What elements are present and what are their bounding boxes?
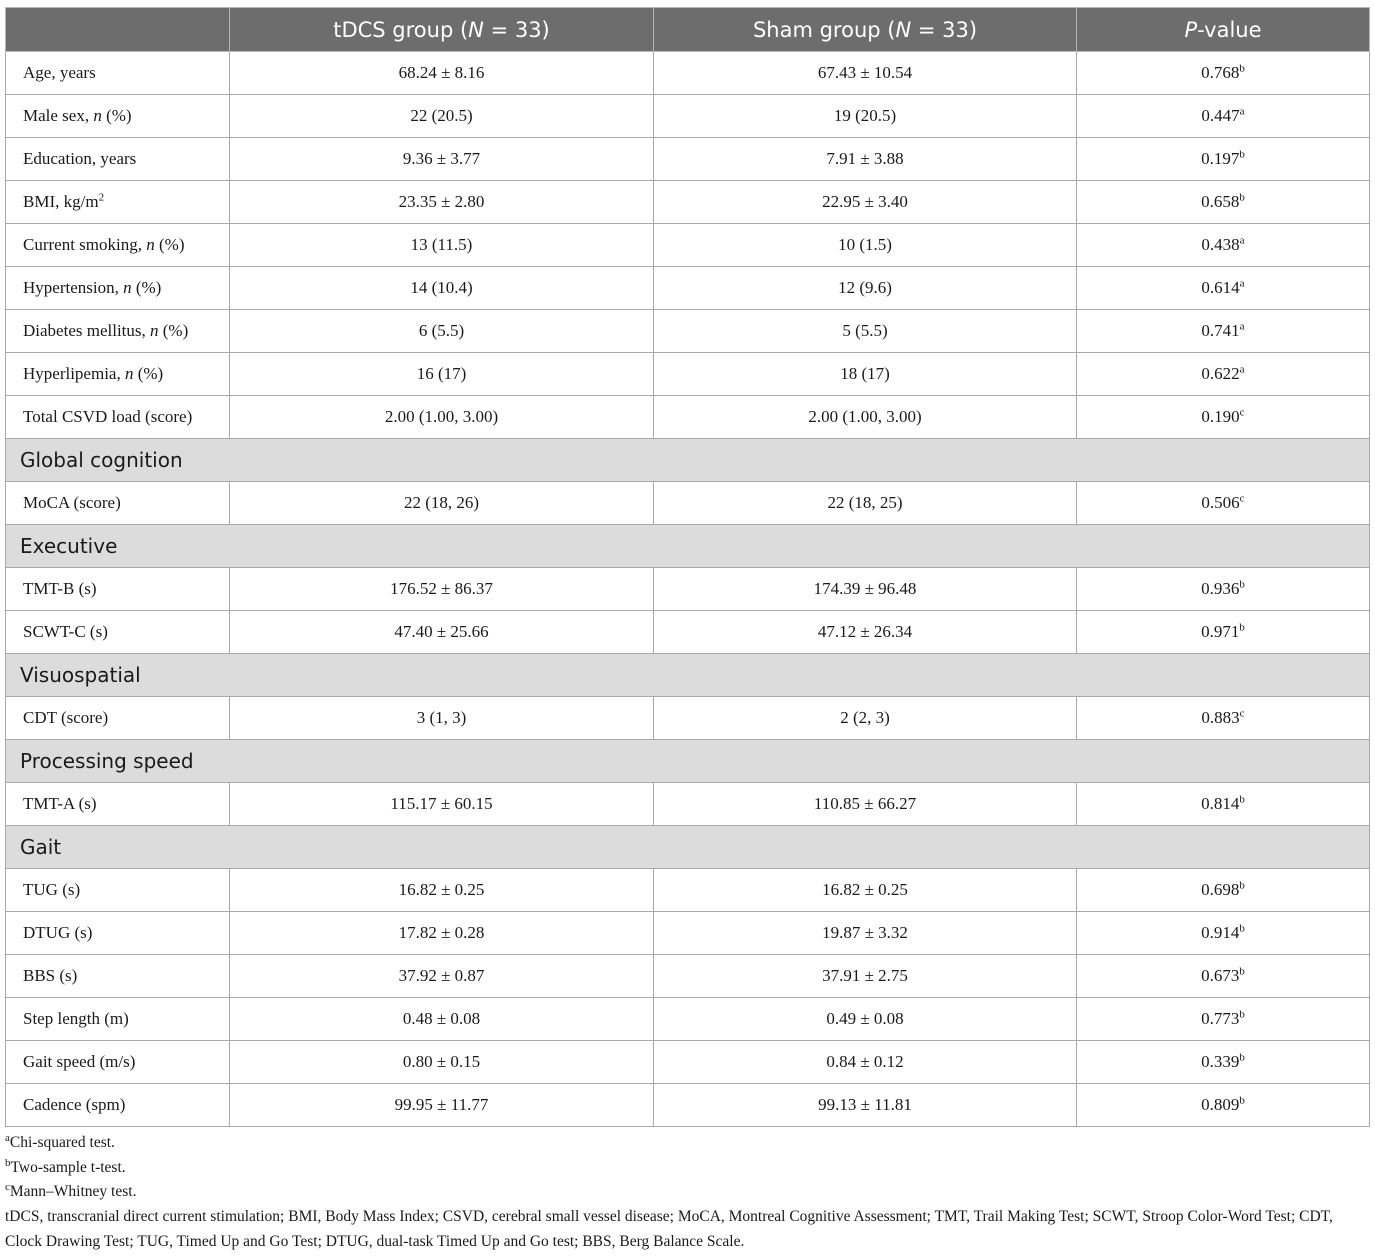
header-tdcs-suffix: = 33) — [483, 17, 550, 42]
section-title: Processing speed — [6, 740, 1370, 783]
cell-tdcs: 17.82 ± 0.28 — [230, 912, 654, 955]
cell-p-value — [1077, 697, 1370, 740]
p-value-text: 0.622 — [1201, 364, 1240, 383]
cell-tdcs: 99.95 ± 11.77 — [230, 1084, 654, 1127]
p-value-footnote-mark: b — [1239, 148, 1245, 161]
row-label-superscript: 2 — [98, 191, 105, 204]
row-label-suffix: (%) — [158, 321, 189, 340]
cell-p-value — [1077, 224, 1370, 267]
cell-p-value — [1077, 396, 1370, 439]
cell-tdcs: 6 (5.5) — [230, 310, 654, 353]
p-value-footnote-mark: b — [1239, 1008, 1245, 1021]
cell-p-value — [1077, 912, 1370, 955]
section-header-row — [6, 525, 1370, 568]
p-value-text: 0.768 — [1201, 63, 1240, 82]
p-value-footnote-mark: a — [1239, 363, 1245, 376]
cell-tdcs: 22 (18, 26) — [230, 482, 654, 525]
p-value-footnote-mark: b — [1239, 621, 1245, 634]
p-value-footnote-mark: b — [1239, 922, 1245, 935]
p-value-footnote-mark: a — [1239, 234, 1245, 247]
header-p-value — [1077, 8, 1370, 52]
cell-tdcs: 68.24 ± 8.16 — [230, 52, 654, 95]
cell-sham: 16.82 ± 0.25 — [654, 869, 1077, 912]
cell-tdcs: 176.52 ± 86.37 — [230, 568, 654, 611]
cell-p-value — [1077, 52, 1370, 95]
row-label: Cadence (spm) — [6, 1084, 230, 1127]
p-value-text: 0.883 — [1201, 708, 1240, 727]
p-value-footnote-mark: c — [1239, 492, 1245, 505]
row-label-text: BMI, kg/m — [23, 192, 99, 211]
cell-tdcs: 37.92 ± 0.87 — [230, 955, 654, 998]
section-title: Gait — [6, 826, 1370, 869]
p-value-footnote-mark: b — [1239, 1051, 1245, 1064]
footnote-c — [5, 1180, 1369, 1205]
row-label: TUG (s) — [6, 869, 230, 912]
row-label-suffix: (%) — [133, 364, 164, 383]
cell-p-value — [1077, 310, 1370, 353]
row-label: TMT-A (s) — [6, 783, 230, 826]
row-label-suffix: (%) — [101, 106, 132, 125]
p-value-text: 0.506 — [1201, 493, 1240, 512]
row-label-italic: n — [123, 278, 132, 297]
table-row — [6, 267, 1370, 310]
cell-sham: 99.13 ± 11.81 — [654, 1084, 1077, 1127]
p-value-footnote-mark: b — [1239, 191, 1245, 204]
table-row — [6, 869, 1370, 912]
p-value-text: 0.190 — [1201, 407, 1240, 426]
cell-tdcs: 47.40 ± 25.66 — [230, 611, 654, 654]
p-value-text: 0.914 — [1201, 923, 1240, 942]
row-label-text: Hyperlipemia, — [23, 364, 125, 383]
row-label — [6, 181, 230, 224]
cell-sham: 110.85 ± 66.27 — [654, 783, 1077, 826]
cell-sham: 19 (20.5) — [654, 95, 1077, 138]
cell-sham: 47.12 ± 26.34 — [654, 611, 1077, 654]
row-label: TMT-B (s) — [6, 568, 230, 611]
header-tdcs-n: N — [468, 17, 484, 42]
table-row — [6, 482, 1370, 525]
p-value-text: 0.809 — [1201, 1095, 1240, 1114]
table-row — [6, 998, 1370, 1041]
p-value-text: 0.339 — [1201, 1052, 1240, 1071]
cell-sham: 22.95 ± 3.40 — [654, 181, 1077, 224]
cell-p-value — [1077, 95, 1370, 138]
p-value-footnote-mark: b — [1239, 965, 1245, 978]
row-label: Step length (m) — [6, 998, 230, 1041]
row-label: Education, years — [6, 138, 230, 181]
baseline-characteristics-table — [5, 7, 1370, 1127]
row-label: BBS (s) — [6, 955, 230, 998]
cell-tdcs: 14 (10.4) — [230, 267, 654, 310]
cell-p-value — [1077, 1041, 1370, 1084]
cell-sham: 19.87 ± 3.32 — [654, 912, 1077, 955]
section-title: Global cognition — [6, 439, 1370, 482]
table-row — [6, 52, 1370, 95]
p-value-footnote-mark: b — [1239, 62, 1245, 75]
row-label-italic: n — [146, 235, 155, 254]
cell-p-value — [1077, 955, 1370, 998]
p-value-footnote-mark: a — [1239, 277, 1245, 290]
cell-sham: 7.91 ± 3.88 — [654, 138, 1077, 181]
section-header-row — [6, 439, 1370, 482]
table-row — [6, 912, 1370, 955]
cell-tdcs: 2.00 (1.00, 3.00) — [230, 396, 654, 439]
p-value-footnote-mark: b — [1239, 578, 1245, 591]
row-label: Age, years — [6, 52, 230, 95]
p-value-text: 0.447 — [1201, 106, 1240, 125]
row-label-suffix: (%) — [131, 278, 162, 297]
p-value-text: 0.614 — [1201, 278, 1240, 297]
cell-sham: 10 (1.5) — [654, 224, 1077, 267]
table-row — [6, 181, 1370, 224]
cell-p-value — [1077, 482, 1370, 525]
p-value-footnote-mark: b — [1239, 793, 1245, 806]
row-label-suffix: (%) — [154, 235, 185, 254]
footnote-mark: a — [5, 1131, 10, 1144]
header-tdcs-group — [230, 8, 654, 52]
header-tdcs-prefix: tDCS group ( — [333, 17, 469, 42]
row-label-text: Current smoking, — [23, 235, 147, 254]
p-value-text: 0.658 — [1201, 192, 1240, 211]
p-value-footnote-mark: b — [1239, 879, 1245, 892]
table-row — [6, 310, 1370, 353]
cell-tdcs: 9.36 ± 3.77 — [230, 138, 654, 181]
table-header-row — [6, 8, 1370, 52]
cell-tdcs: 22 (20.5) — [230, 95, 654, 138]
cell-tdcs: 0.48 ± 0.08 — [230, 998, 654, 1041]
cell-tdcs: 16 (17) — [230, 353, 654, 396]
footnote-mark: c — [5, 1181, 10, 1194]
row-label: CDT (score) — [6, 697, 230, 740]
table-body — [6, 52, 1370, 1127]
cell-sham: 0.84 ± 0.12 — [654, 1041, 1077, 1084]
cell-sham: 174.39 ± 96.48 — [654, 568, 1077, 611]
p-value-text: 0.197 — [1201, 149, 1240, 168]
row-label-italic: n — [93, 106, 102, 125]
footnote-mark: b — [5, 1156, 11, 1169]
cell-sham: 18 (17) — [654, 353, 1077, 396]
footnote-b — [5, 1156, 1369, 1181]
p-value-text: 0.673 — [1201, 966, 1240, 985]
table-row — [6, 396, 1370, 439]
cell-p-value — [1077, 1084, 1370, 1127]
p-value-text: 0.698 — [1201, 880, 1240, 899]
p-value-footnote-mark: a — [1239, 105, 1245, 118]
header-p-italic: P — [1184, 17, 1198, 42]
cell-tdcs: 16.82 ± 0.25 — [230, 869, 654, 912]
cell-sham: 37.91 ± 2.75 — [654, 955, 1077, 998]
table-row — [6, 224, 1370, 267]
table-row — [6, 568, 1370, 611]
cell-tdcs: 3 (1, 3) — [230, 697, 654, 740]
header-variable — [6, 8, 230, 52]
section-title: Executive — [6, 525, 1370, 568]
footnote-text: Mann–Whitney test. — [9, 1183, 137, 1201]
p-value-text: 0.936 — [1201, 579, 1240, 598]
footnote-text: Chi-squared test. — [9, 1134, 115, 1151]
row-label — [6, 267, 230, 310]
header-sham-suffix: = 33) — [911, 17, 978, 42]
p-value-footnote-mark: a — [1239, 320, 1245, 333]
cell-p-value — [1077, 783, 1370, 826]
cell-p-value — [1077, 138, 1370, 181]
row-label: DTUG (s) — [6, 912, 230, 955]
p-value-text: 0.814 — [1201, 794, 1240, 813]
table-row — [6, 1084, 1370, 1127]
abbreviations-note: tDCS, transcranial direct current stimulation; BMI, Body Mass Index; CSVD, cerebral small vessel disease; MoCA, Montreal Cognitive Assessment; TMT, Trail Making Test; SCWT, Stroop Color-Word Test; CDT, Clock Drawing Test; TUG, Timed Up and Go Test; DTUG, dual-task Timed Up and Go test; BBS, Berg Balance Scale. — [5, 1208, 1333, 1250]
p-value-footnote-mark: c — [1239, 406, 1245, 419]
table-row — [6, 1041, 1370, 1084]
row-label-italic: n — [124, 364, 134, 383]
header-sham-group — [654, 8, 1077, 52]
cell-p-value — [1077, 998, 1370, 1041]
cell-p-value — [1077, 869, 1370, 912]
row-label: Gait speed (m/s) — [6, 1041, 230, 1084]
footnote-a — [5, 1131, 1369, 1156]
cell-tdcs: 13 (11.5) — [230, 224, 654, 267]
p-value-footnote-mark: c — [1239, 707, 1245, 720]
section-header-row — [6, 740, 1370, 783]
p-value-text: 0.741 — [1201, 321, 1240, 340]
cell-tdcs: 23.35 ± 2.80 — [230, 181, 654, 224]
cell-tdcs: 115.17 ± 60.15 — [230, 783, 654, 826]
row-label: Total CSVD load (score) — [6, 396, 230, 439]
p-value-footnote-mark: b — [1239, 1094, 1245, 1107]
section-title: Visuospatial — [6, 654, 1370, 697]
row-label — [6, 353, 230, 396]
table-row — [6, 95, 1370, 138]
cell-p-value — [1077, 353, 1370, 396]
header-sham-prefix: Sham group ( — [752, 17, 896, 42]
cell-tdcs: 0.80 ± 0.15 — [230, 1041, 654, 1084]
footnote-text: Two-sample t-test. — [10, 1158, 126, 1176]
cell-sham: 2 (2, 3) — [654, 697, 1077, 740]
row-label: MoCA (score) — [6, 482, 230, 525]
cell-p-value — [1077, 181, 1370, 224]
cell-sham: 0.49 ± 0.08 — [654, 998, 1077, 1041]
cell-p-value — [1077, 267, 1370, 310]
section-header-row — [6, 826, 1370, 869]
cell-sham: 67.43 ± 10.54 — [654, 52, 1077, 95]
cell-sham: 2.00 (1.00, 3.00) — [654, 396, 1077, 439]
row-label — [6, 95, 230, 138]
p-value-text: 0.438 — [1201, 235, 1240, 254]
header-sham-n: N — [895, 17, 912, 42]
table-row — [6, 353, 1370, 396]
cell-sham: 22 (18, 25) — [654, 482, 1077, 525]
cell-sham: 5 (5.5) — [654, 310, 1077, 353]
row-label-text: Hypertension, — [23, 278, 124, 297]
cell-p-value — [1077, 568, 1370, 611]
row-label — [6, 310, 230, 353]
section-header-row — [6, 654, 1370, 697]
baseline-characteristics-table-container — [5, 7, 1369, 1127]
row-label-text: Diabetes mellitus, — [23, 321, 151, 340]
cell-sham: 12 (9.6) — [654, 267, 1077, 310]
row-label — [6, 224, 230, 267]
table-row — [6, 783, 1370, 826]
p-value-text: 0.773 — [1201, 1009, 1240, 1028]
table-row — [6, 697, 1370, 740]
header-p-suffix: -value — [1197, 17, 1262, 42]
table-row — [6, 955, 1370, 998]
cell-p-value — [1077, 611, 1370, 654]
row-label-italic: n — [150, 321, 159, 340]
row-label: SCWT-C (s) — [6, 611, 230, 654]
table-row — [6, 611, 1370, 654]
table-row — [6, 138, 1370, 181]
row-label-text: Male sex, — [23, 106, 94, 125]
table-footnotes — [5, 1131, 1369, 1255]
p-value-text: 0.971 — [1201, 622, 1240, 641]
